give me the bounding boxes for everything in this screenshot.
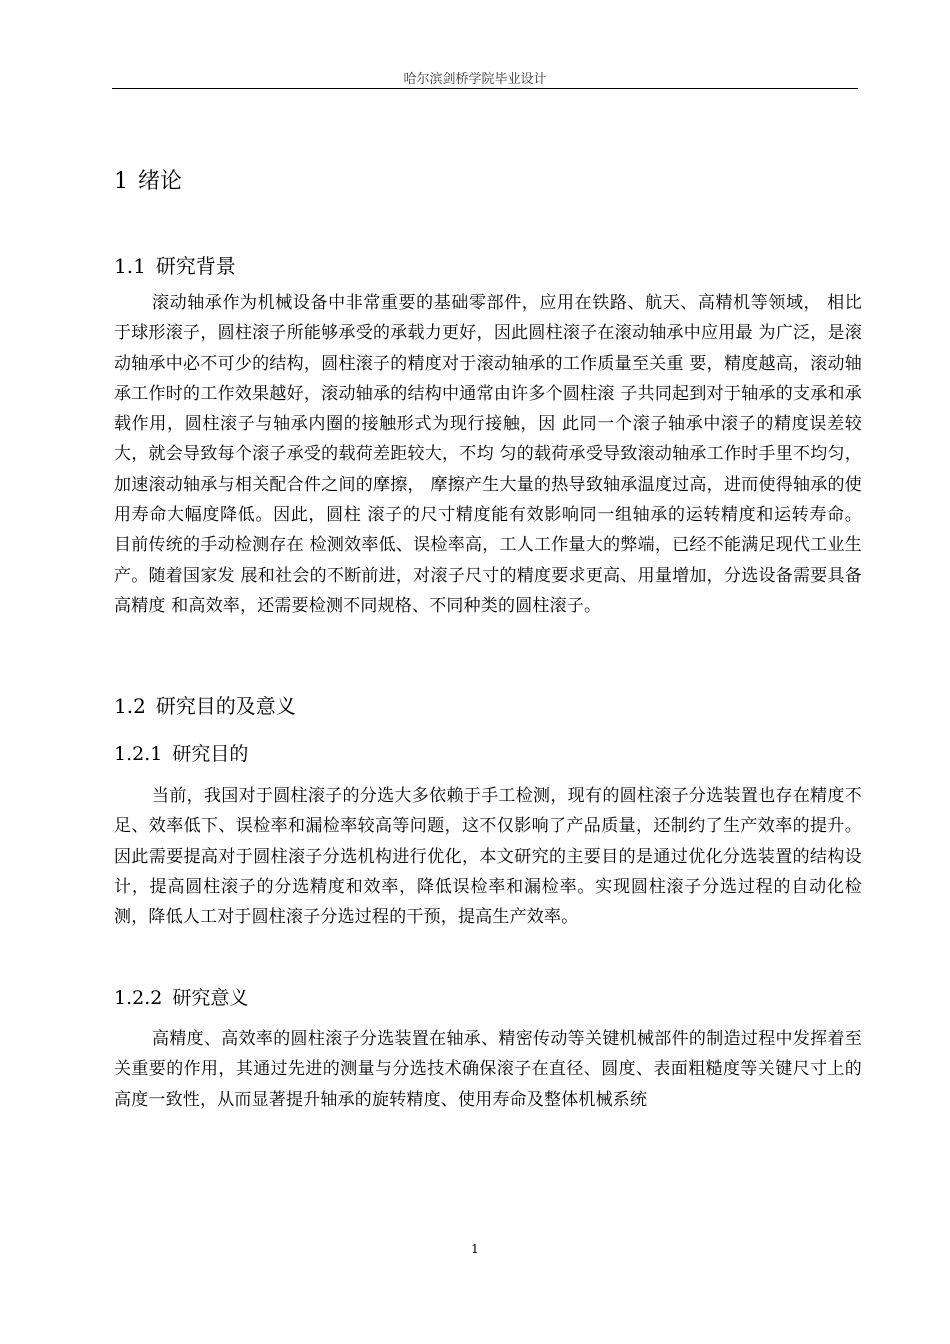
- chapter-number: 1: [114, 169, 128, 194]
- page-header: 哈尔滨剑桥学院毕业设计: [403, 72, 547, 87]
- section-title: 研究目的及意义: [155, 694, 296, 718]
- section-heading-1-1: [114, 250, 236, 279]
- paragraph-research-background: 滚动轴承作为机械设备中非常重要的基础零部件，应用在铁路、航天、高精机等领域， 相比于球形滚子，圆柱滚子所能够承受的承载力更好，因此圆柱滚子在滚动轴承中应用最 为广泛，是滚动轴承中必不可少的结构，圆柱滚子的精度对于滚动轴承的工作质量至关重 要，精度越高，滚动轴承工作时的工作效果越好，滚动轴承的结构中通常由许多个圆柱滚 子共同起到对于轴承的支承和承载作用，圆柱滚子与轴承内圈的接触形式为现行接触，因 此同一个滚子轴承中滚子的精度误差较大，就会导致每个滚子承受的载荷差距较大，不均 匀的载荷承受导致滚动轴承工作时手里不均匀，加速滚动轴承与相关配合件之间的摩擦， 摩擦产生大量的热导致轴承温度过高，进而使得轴承的使用寿命大幅度降低。因此，圆柱 滚子的尺寸精度能有效影响同一组轴承的运转精度和运转寿命。 目前传统的手动检测存在 检测效率低、误检率高，工人工作量大的弊端，已经不能满足现代工业生产。随着国家发 展和社会的不断前进，对滚子尺寸的精度要求更高、用量增加，分选设备需要具备高精度 和高效率，还需要检测不同规格、不同种类的圆柱滚子。: [114, 293, 862, 616]
- paragraph-research-significance: 高精度、高效率的圆柱滚子分选装置在轴承、精密传动等关键机械部件的制造过程中发挥着至关重要的作用，其通过先进的测量与分选技术确保滚子在直径、圆度、表面粗糙度等关键尺寸上的高度一致性，从而显著提升轴承的旋转精度、使用寿命及整体机械系统: [114, 1029, 862, 1110]
- subsection-title: 研究意义: [172, 987, 249, 1009]
- header-divider: [112, 88, 858, 89]
- subsection-number: 1.2.1: [114, 743, 163, 765]
- section-heading-1-2: [114, 690, 296, 719]
- paragraph-research-purpose: 当前，我国对于圆柱滚子的分选大多依赖于手工检测，现有的圆柱滚子分选装置也存在精度不足、效率低下、误检率和漏检率较高等问题，这不仅影响了产品质量，还制约了生产效率的提升。因此需要提高对于圆柱滚子分选机构进行优化，本文研究的主要目的是通过优化分选装置的结构设计，提高圆柱滚子的分选精度和效率，降低误检率和漏检率。实现圆柱滚子分选过程的自动化检测，降低人工对于圆柱滚子分选过程的干预，提高生产效率。: [114, 786, 862, 928]
- subsection-title: 研究目的: [172, 743, 249, 765]
- subsection-heading-1-2-1: [114, 739, 248, 766]
- section-number: 1.1: [114, 254, 146, 278]
- section-title: 研究背景: [155, 254, 236, 278]
- subsection-heading-1-2-2: [114, 983, 248, 1010]
- subsection-number: 1.2.2: [114, 987, 163, 1009]
- chapter-heading: [114, 164, 182, 195]
- section-number: 1.2: [114, 694, 146, 718]
- page-number: 1: [471, 1242, 479, 1256]
- chapter-title: 绪论: [138, 169, 183, 194]
